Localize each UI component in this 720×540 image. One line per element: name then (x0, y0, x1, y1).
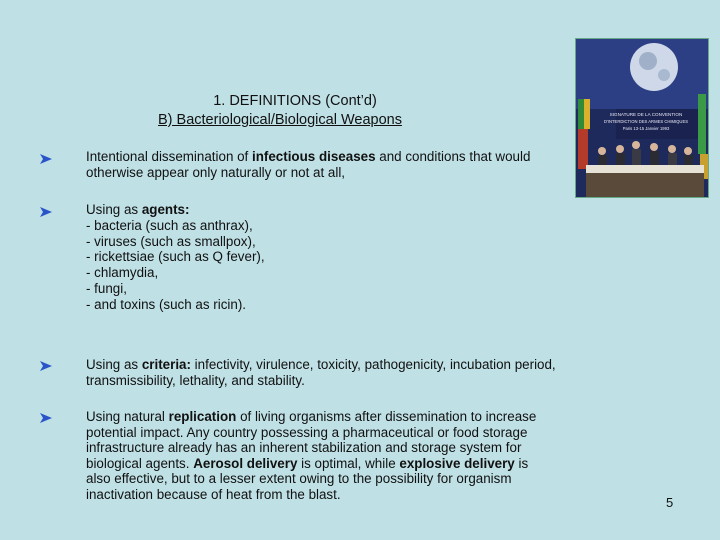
agent-item: - chlamydia, (86, 265, 159, 281)
bullet-4-part-2: replication (168, 409, 237, 424)
agents-label: agents: (141, 202, 190, 217)
agents-line (86, 202, 556, 218)
heading-line-2: B) Bacteriological/Biological Weapons (158, 112, 402, 128)
bullet-4-part-7: is also effective, but to a lesser extent owing to the possibility for organism inactivation because of heat from the blast. (86, 455, 529, 502)
agents-prefix: Using as (86, 202, 142, 217)
bullet-3-part-1: Using as (86, 357, 142, 372)
photo-illustration (576, 39, 709, 198)
arrow-bullet-icon (40, 207, 52, 217)
bullet-text-1 (86, 149, 556, 180)
agent-item: - and toxins (such as ricin). (86, 296, 247, 312)
page-number: 5 (666, 495, 674, 510)
bullet-text-2 (86, 202, 556, 313)
bullet-1-part-3: and conditions that would otherwise appear only naturally or not at all, (86, 149, 531, 180)
agent-item: - viruses (such as smallpox), (86, 233, 256, 249)
bullet-4-part-1: Using natural (86, 409, 169, 424)
bullet-4-part-3: of living organisms after dissemination to increase potential impact. Any country possessing a pharmaceutical or food storage infrastructure already has an inherent stabilization and storage system for biological agents. (86, 409, 537, 471)
photo-caption-2: D'INTERDICTION DES ARMES CHIMIQUES (603, 119, 689, 124)
agent-item: - bacteria (such as anthrax), (86, 217, 253, 233)
agent-item: - rickettsiae (such as Q fever), (86, 249, 265, 265)
bullet-3-part-3: infectivity, virulence, toxicity, pathogenicity, incubation period, transmissibility, lethality, and stability. (86, 357, 556, 388)
arrow-bullet-icon (40, 154, 52, 164)
heading-line-1: 1. DEFINITIONS (Cont’d) (213, 93, 377, 109)
bullet-text-4 (86, 409, 556, 502)
bullet-1-part-1: Intentional dissemination of (86, 149, 252, 164)
agent-item: - fungi, (86, 280, 127, 296)
arrow-bullet-icon (40, 361, 52, 371)
photo-caption-3: Paris 13-15 Janvier 1993 (622, 126, 670, 131)
slide-heading (0, 92, 560, 130)
arrow-bullet-icon (40, 413, 52, 423)
convention-signing-photo (575, 38, 709, 198)
photo-caption-1: SIGNATURE DE LA CONVENTION (609, 112, 683, 117)
bullet-4-part-6: explosive delivery (399, 455, 515, 471)
bullet-4-part-5: is optimal, while (297, 455, 400, 471)
bullet-1-part-2: infectious diseases (252, 149, 376, 164)
bullet-text-3 (86, 357, 556, 388)
bullet-4-part-4: Aerosol delivery (193, 455, 298, 471)
bullet-3-part-2: criteria: (141, 357, 191, 372)
